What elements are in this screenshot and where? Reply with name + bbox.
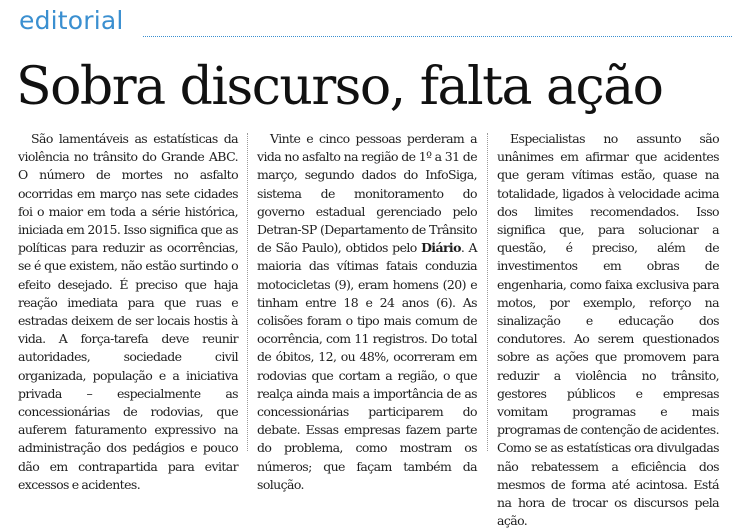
newspaper-name: Diário <box>421 240 461 256</box>
headline: Sobra discurso, falta ação <box>16 57 663 117</box>
column-2-text-start: Vinte e cinco pessoas perderam a vida no asfalto na região de 1º a 31 de março, segundo dados do InfoSiga, sistema de monitoramento do governo estadual gerenciado pelo Detran-SP (Departamento de Trânsito de São Paulo), obtidos pelo <box>257 131 477 256</box>
column-divider-1 <box>247 133 248 451</box>
section-label: editorial <box>19 6 124 35</box>
section-rule <box>143 36 732 37</box>
column-2-text-end: . A maioria das vítimas fatais conduzia motocicletas (9), eram homens (20) e tinham entre 18 e 24 anos (6). As colisões foram o tipo mais comum de ocorrência, com 11 registros. Do total de óbitos, 12, ou 48%, ocorreram em rodovias que cortam a região, o que realça ainda mais a importância de as concessionárias participarem do debate. Essas empresas fazem parte do problema, como mostram os números; que façam também da solução. <box>257 240 477 492</box>
column-1-paragraph: São lamentáveis as estatísticas da violência no trânsito do Grande ABC. O número de mortes no asfalto ocorridas em março nas sete cidades foi o maior em toda a série histórica, iniciada em 2015. Isso significa que as políticas para reduzir as ocorrências, se é que existem, não estão surtindo o efeito desejado. É preciso que haja reação imediata para que ruas e estradas deixem de ser locais hostis à vida. A força-tarefa deve reunir autoridades, sociedade civil organizada, população e a iniciativa privada – especialmente as concessionárias de rodovias, que auferem faturamento expressivo na administração dos pedágios e pouco dão em contrapartida para evitar excessos e acidentes. <box>18 131 238 492</box>
column-2-paragraph <box>257 130 477 494</box>
column-3-paragraph: Especialistas no assunto são unânimes em afirmar que acidentes que geram vítimas estão, quase na totalidade, ligados à velocidade acima dos limites recomendados. Isso significa que, para solucionar a questão, é preciso, além de investimentos em obras de engenharia, como faixa exclusiva para motos, por exemplo, reforço na sinalização e educação dos condutores. Ao serem questionados sobre as ações que promovem para reduzir a violência no trânsito, gestores públicos e empresas vomitam programas e mais programas de contenção de acidentes. Como se as estatísticas ora divulgadas não rebatessem a eficiência dos mesmos de forma até acintosa. Está na hora de trocar os discursos pela ação. <box>497 131 719 529</box>
column-divider-2 <box>487 133 488 451</box>
